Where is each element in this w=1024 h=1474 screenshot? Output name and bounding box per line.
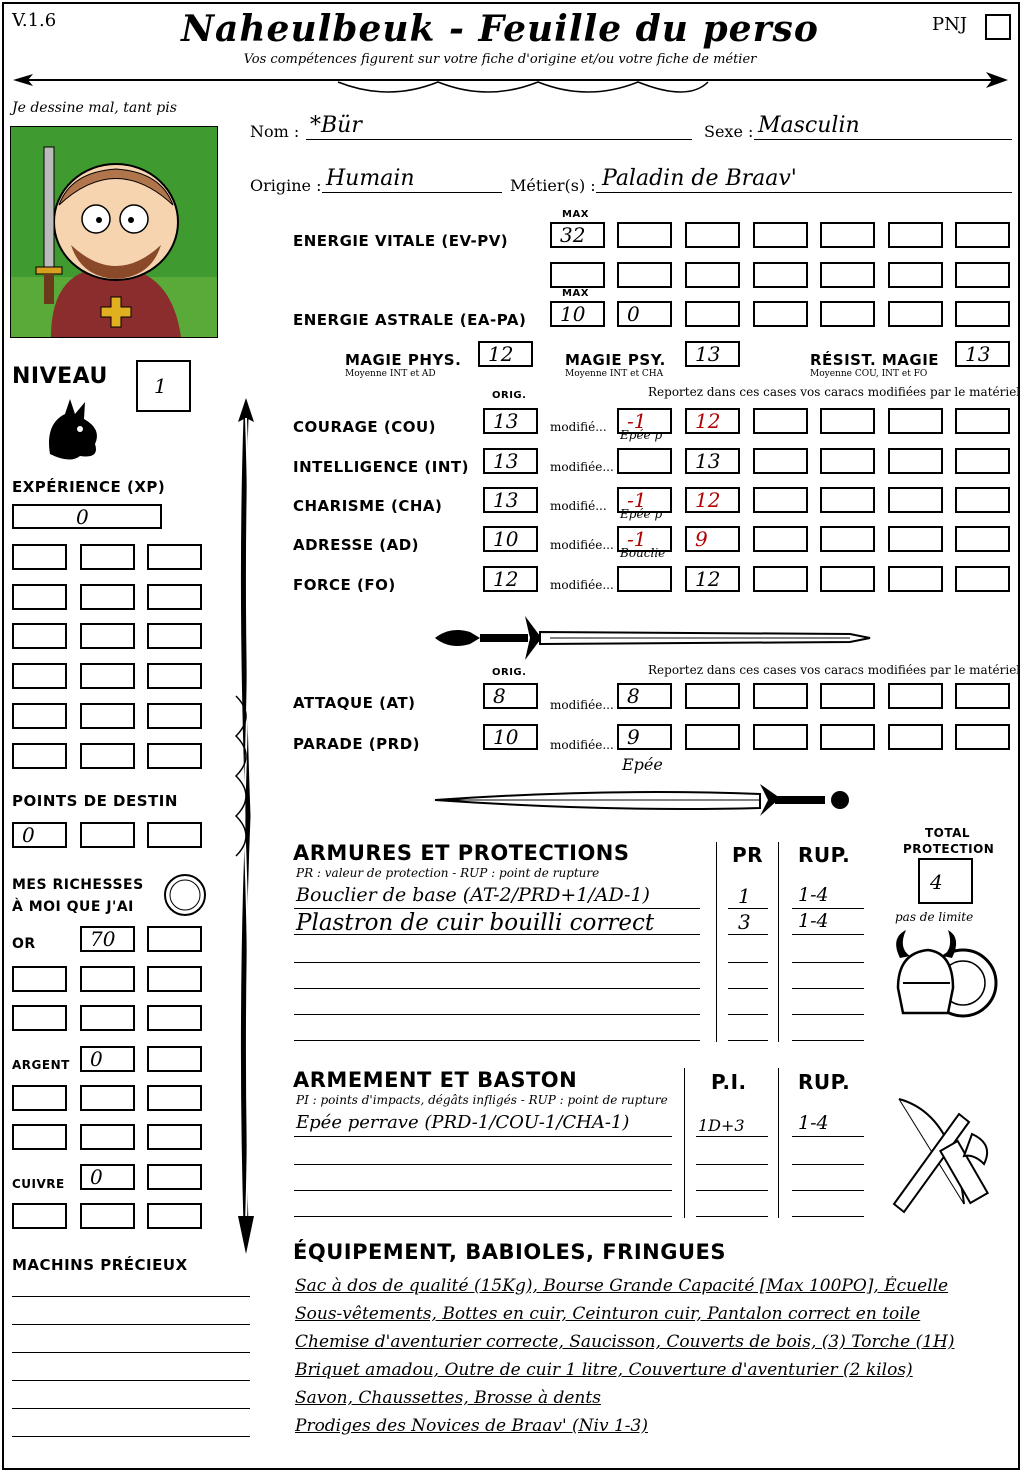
prd-box[interactable] — [685, 724, 740, 750]
richesses-label: À MOI QUE J'AI — [12, 899, 134, 915]
armor-divider — [716, 842, 717, 1042]
magie-phys-value: 12 — [488, 342, 514, 366]
ev-box[interactable] — [685, 222, 740, 248]
stat-box[interactable] — [888, 448, 943, 474]
nom-value: *Bür — [310, 113, 362, 138]
dragon-icon — [40, 394, 106, 464]
armor-pr-line[interactable] — [728, 908, 768, 909]
total-label: PROTECTION — [903, 842, 995, 856]
armor-rup-line[interactable] — [792, 934, 864, 935]
prd-note: Epée — [622, 755, 663, 774]
cuivre-label: CUIVRE — [12, 1177, 65, 1191]
armor-rup-line[interactable] — [792, 988, 864, 989]
xp-box[interactable] — [80, 584, 135, 610]
stat-final-value: 12 — [695, 488, 721, 512]
sexe-value: Masculin — [758, 113, 860, 138]
stat-orig-box[interactable] — [483, 526, 538, 552]
weapons-sub: PI : points d'impacts, dégâts infligés - RUP : point de rupture — [296, 1093, 668, 1107]
xp-box[interactable] — [80, 663, 135, 689]
or-box[interactable] — [147, 966, 202, 992]
ea-max-label: MAX — [562, 288, 589, 299]
stat-final-box[interactable] — [685, 448, 740, 474]
stat-final-value: 12 — [695, 409, 721, 433]
argent-box[interactable] — [80, 1085, 135, 1111]
prd-final-box[interactable] — [617, 724, 672, 750]
stat-orig-value: 13 — [493, 488, 519, 512]
equipment-line[interactable]: Prodiges des Novices de Braav' (Niv 1-3) — [295, 1416, 648, 1436]
xp-box[interactable] — [147, 584, 202, 610]
cuivre-value: 0 — [90, 1165, 103, 1189]
stat-final-box[interactable] — [685, 408, 740, 434]
prd-orig-value: 10 — [493, 725, 519, 749]
machins-line[interactable] — [12, 1436, 250, 1437]
weapon-pi-value: 1D+3 — [698, 1116, 745, 1135]
stat-box[interactable] — [753, 487, 808, 513]
stat-final-value: 12 — [695, 567, 721, 591]
prd-final-value: 9 — [627, 725, 640, 749]
metier-field[interactable] — [596, 166, 1012, 193]
metier-label: Métier(s) : — [510, 176, 596, 195]
ev-box[interactable] — [685, 262, 740, 288]
ev-box[interactable] — [753, 222, 808, 248]
ev-box[interactable] — [955, 222, 1010, 248]
armor-name: Plastron de cuir bouilli correct — [296, 910, 655, 936]
armor-sub: PR : valeur de protection - RUP : point de rupture — [296, 866, 600, 880]
origine-value: Humain — [326, 166, 415, 191]
armor-rup-label: RUP. — [798, 843, 851, 867]
stat-modif-label: modifiée... — [550, 538, 614, 552]
armor-rup-value: 1-4 — [798, 910, 829, 932]
prd-box[interactable] — [820, 724, 875, 750]
destin-label: POINTS DE DESTIN — [12, 792, 178, 810]
stat-label: ADRESSE (AD) — [293, 536, 420, 554]
stat-modif-label: modifié... — [550, 499, 607, 513]
armor-line[interactable] — [294, 1040, 700, 1041]
stat-final-box[interactable] — [685, 566, 740, 592]
at-box[interactable] — [888, 683, 943, 709]
sexe-field[interactable] — [754, 113, 1012, 140]
stat-box[interactable] — [888, 566, 943, 592]
armor-pr-label: PR — [732, 843, 764, 867]
portrait-image — [10, 126, 218, 338]
coin-icon — [162, 872, 208, 918]
stat-mod-note: Epée p — [620, 507, 663, 521]
weapon-pi-line[interactable] — [696, 1136, 768, 1137]
resist-magie-value: 13 — [965, 342, 991, 366]
machins-line[interactable] — [12, 1408, 250, 1409]
stat-modif-label: modifiée... — [550, 460, 614, 474]
xp-box[interactable] — [12, 623, 67, 649]
resist-magie-box[interactable] — [955, 341, 1010, 367]
equipment-title: ÉQUIPEMENT, BABIOLES, FRINGUES — [293, 1240, 726, 1264]
equipment-line[interactable]: Chemise d'aventurier correcte, Saucisson, Couverts de bois, (3) Torche (1H) — [295, 1332, 955, 1352]
weapon-line[interactable] — [294, 1216, 672, 1217]
weapon-line[interactable] — [294, 1190, 672, 1191]
weapon-rup-line[interactable] — [792, 1164, 864, 1165]
xp-box[interactable] — [12, 743, 67, 769]
ev-box[interactable] — [955, 262, 1010, 288]
magie-phys-label: MAGIE PHYS. — [345, 351, 462, 369]
stat-box[interactable] — [753, 408, 808, 434]
stat-final-box[interactable] — [685, 526, 740, 552]
argent-value: 0 — [90, 1047, 103, 1071]
stat-box[interactable] — [888, 487, 943, 513]
stat-mod-value: -1 — [627, 527, 647, 551]
destin-value: 0 — [22, 823, 35, 847]
sheet-subtitle: Vos compétences figurent sur votre fiche d'origine et/ou votre fiche de métier — [243, 52, 757, 67]
armor-rup-line[interactable] — [792, 1014, 864, 1015]
ea-box[interactable] — [955, 301, 1010, 327]
stat-box[interactable] — [820, 526, 875, 552]
equipment-line[interactable]: Sac à dos de qualité (15Kg), Bourse Grande Capacité [Max 100PO], Écuelle — [295, 1276, 949, 1296]
ev-box[interactable] — [820, 262, 875, 288]
ea-box[interactable] — [753, 301, 808, 327]
prd-box[interactable] — [955, 724, 1010, 750]
or-value: 70 — [90, 927, 116, 951]
stat-orig-value: 13 — [493, 409, 519, 433]
ev-max-box[interactable] — [550, 222, 605, 248]
cuivre-box[interactable] — [80, 1164, 135, 1190]
armor-line[interactable] — [294, 988, 700, 989]
stat-box[interactable] — [820, 408, 875, 434]
stat-mod-value: -1 — [627, 488, 647, 512]
combat-orig-label: ORIG. — [492, 667, 527, 678]
at-final-box[interactable] — [617, 683, 672, 709]
magie-psy-box[interactable] — [685, 341, 740, 367]
stat-mod-box[interactable] — [617, 566, 672, 592]
sword-icon — [430, 778, 875, 828]
weapon-line[interactable] — [294, 1136, 672, 1137]
weapon-rup-line[interactable] — [792, 1136, 864, 1137]
stat-box[interactable] — [820, 487, 875, 513]
report-note: Reportez dans ces cases vos caracs modifiées par le matériel — [648, 385, 1021, 399]
armor-pr-value: 1 — [738, 884, 751, 908]
stat-mod-box[interactable] — [617, 448, 672, 474]
prd-box[interactable] — [888, 724, 943, 750]
xp-box[interactable] — [12, 703, 67, 729]
nom-field[interactable] — [306, 113, 692, 140]
weapon-rup-line[interactable] — [792, 1216, 864, 1217]
magie-psy-sub: Moyenne INT et CHA — [565, 369, 664, 379]
ev-box[interactable] — [820, 222, 875, 248]
argent-box[interactable] — [80, 1124, 135, 1150]
at-box[interactable] — [820, 683, 875, 709]
stat-orig-box[interactable] — [483, 448, 538, 474]
armor-pr-line[interactable] — [728, 962, 768, 963]
xp-box[interactable] — [12, 584, 67, 610]
stat-box[interactable] — [753, 566, 808, 592]
at-box[interactable] — [753, 683, 808, 709]
sexe-label: Sexe : — [704, 122, 754, 141]
sheet-title: Naheulbeuk - Feuille du perso — [181, 8, 819, 50]
resist-magie-sub: Moyenne COU, INT et FO — [810, 369, 928, 379]
character-portrait-icon — [11, 127, 217, 337]
armor-line[interactable] — [294, 908, 700, 909]
argent-box[interactable] — [147, 1124, 202, 1150]
ev-box[interactable] — [617, 262, 672, 288]
magie-psy-label: MAGIE PSY. — [565, 351, 666, 369]
stat-box[interactable] — [955, 448, 1010, 474]
pnj-checkbox[interactable] — [985, 14, 1011, 40]
stat-box[interactable] — [820, 566, 875, 592]
stat-orig-value: 10 — [493, 527, 519, 551]
ea-max-box[interactable] — [550, 301, 605, 327]
origine-field[interactable] — [322, 166, 502, 193]
destin-box[interactable] — [147, 822, 202, 848]
resist-magie-label: RÉSIST. MAGIE — [810, 351, 940, 369]
at-box[interactable] — [685, 683, 740, 709]
ev-box[interactable] — [617, 222, 672, 248]
armor-rup-value: 1-4 — [798, 884, 829, 906]
weapons-divider — [778, 1068, 779, 1218]
ea-current-box[interactable] — [617, 301, 672, 327]
stat-orig-box[interactable] — [483, 408, 538, 434]
stat-box[interactable] — [820, 448, 875, 474]
at-final-value: 8 — [627, 684, 640, 708]
weapons-title: ARMEMENT ET BASTON — [293, 1068, 578, 1092]
armor-pr-line[interactable] — [728, 1014, 768, 1015]
ea-max-value: 10 — [560, 302, 586, 326]
armor-pr-line[interactable] — [728, 988, 768, 989]
stat-box[interactable] — [888, 526, 943, 552]
armor-rup-line[interactable] — [792, 1040, 864, 1041]
cuivre-box[interactable] — [80, 1203, 135, 1229]
limit-note: pas de limite — [895, 910, 974, 924]
ev-label: ENERGIE VITALE (EV-PV) — [293, 232, 509, 250]
armor-pr-line[interactable] — [728, 934, 768, 935]
machins-line[interactable] — [12, 1352, 250, 1353]
equipment-line[interactable]: Briquet amadou, Outre de cuir 1 litre, Couverture d'aventurier (2 kilos) — [295, 1360, 913, 1380]
stat-orig-box[interactable] — [483, 566, 538, 592]
total-protection-value: 4 — [930, 870, 943, 894]
equipment-line[interactable]: Savon, Chaussettes, Brosse à dents — [295, 1388, 601, 1408]
nom-label: Nom : — [250, 122, 300, 141]
ev-box[interactable] — [888, 262, 943, 288]
at-box[interactable] — [955, 683, 1010, 709]
xp-box[interactable] — [80, 743, 135, 769]
stat-orig-box[interactable] — [483, 487, 538, 513]
or-box[interactable] — [80, 966, 135, 992]
stat-label: CHARISME (CHA) — [293, 497, 443, 515]
cuivre-box[interactable] — [147, 1203, 202, 1229]
or-box[interactable] — [12, 1005, 67, 1031]
orig-label: ORIG. — [492, 390, 527, 401]
ev-box[interactable] — [550, 262, 605, 288]
weapons-divider — [684, 1068, 685, 1218]
stat-final-box[interactable] — [685, 487, 740, 513]
argent-label: ARGENT — [12, 1058, 70, 1072]
at-label: ATTAQUE (AT) — [293, 694, 416, 712]
xp-label: EXPÉRIENCE (XP) — [12, 478, 166, 496]
richesses-label: MES RICHESSES — [12, 877, 144, 893]
version-label: V.1.6 — [12, 10, 57, 31]
niveau-box[interactable] — [136, 360, 191, 412]
xp-box[interactable] — [147, 743, 202, 769]
argent-box[interactable] — [12, 1085, 67, 1111]
xp-value: 0 — [76, 505, 89, 529]
armor-line[interactable] — [294, 962, 700, 963]
xp-box[interactable] — [12, 663, 67, 689]
armor-pr-line[interactable] — [728, 1040, 768, 1041]
ev-box[interactable] — [888, 222, 943, 248]
stat-final-value: 13 — [695, 449, 721, 473]
prd-modif-label: modifiée... — [550, 738, 614, 752]
armor-divider — [778, 842, 779, 1042]
armor-title: ARMURES ET PROTECTIONS — [293, 841, 630, 865]
argent-box[interactable] — [12, 1124, 67, 1150]
stat-mod-value: -1 — [627, 409, 647, 433]
stat-label: FORCE (FO) — [293, 576, 396, 594]
magie-phys-sub: Moyenne INT et AD — [345, 369, 436, 379]
total-label: TOTAL — [925, 826, 971, 840]
ea-label: ENERGIE ASTRALE (EA-PA) — [293, 311, 527, 329]
stat-label: INTELLIGENCE (INT) — [293, 458, 469, 476]
prd-orig-box[interactable] — [483, 724, 538, 750]
argent-box[interactable] — [147, 1046, 202, 1072]
total-protection-box[interactable] — [918, 858, 973, 904]
destin-box[interactable] — [80, 822, 135, 848]
argent-box[interactable] — [80, 1046, 135, 1072]
xp-box[interactable] — [12, 544, 67, 570]
xp-box[interactable] — [80, 703, 135, 729]
stat-modif-label: modifié... — [550, 420, 607, 434]
sword-icon — [430, 612, 875, 662]
weapon-pi-line[interactable] — [696, 1190, 768, 1191]
armor-rup-line[interactable] — [792, 962, 864, 963]
armor-name: Bouclier de base (AT-2/PRD+1/AD-1) — [296, 884, 650, 906]
weapon-pi-line[interactable] — [696, 1164, 768, 1165]
stat-box[interactable] — [888, 408, 943, 434]
armor-pr-value: 3 — [738, 910, 751, 934]
or-box[interactable] — [80, 1005, 135, 1031]
prd-label: PARADE (PRD) — [293, 735, 421, 753]
or-box[interactable] — [147, 926, 202, 952]
portrait-caption: Je dessine mal, tant pis — [12, 100, 177, 116]
machins-line[interactable] — [12, 1324, 250, 1325]
machins-label: MACHINS PRÉCIEUX — [12, 1256, 188, 1274]
or-box[interactable] — [80, 926, 135, 952]
magie-phys-box[interactable] — [478, 341, 533, 367]
weapons-icon — [884, 1094, 1004, 1218]
stat-box[interactable] — [753, 448, 808, 474]
ea-current-value: 0 — [627, 302, 640, 326]
xp-box[interactable] — [147, 663, 202, 689]
pnj-label: PNJ — [932, 14, 968, 35]
magie-psy-value: 13 — [695, 342, 721, 366]
origine-label: Origine : — [250, 176, 322, 195]
ev-max-label: MAX — [562, 209, 589, 220]
xp-box[interactable] — [147, 544, 202, 570]
stat-orig-value: 13 — [493, 449, 519, 473]
destin-box[interactable] — [12, 822, 67, 848]
weapon-rup-line[interactable] — [792, 1190, 864, 1191]
niveau-label: NIVEAU — [12, 364, 108, 389]
niveau-value: 1 — [154, 374, 167, 398]
cuivre-box[interactable] — [12, 1203, 67, 1229]
ev-max-value: 32 — [560, 223, 586, 247]
machins-line[interactable] — [12, 1380, 250, 1381]
xp-box[interactable] — [147, 703, 202, 729]
helmet-shield-icon — [888, 928, 1000, 1028]
cuivre-box[interactable] — [147, 1164, 202, 1190]
ea-box[interactable] — [685, 301, 740, 327]
or-box[interactable] — [147, 1005, 202, 1031]
stat-label: COURAGE (COU) — [293, 418, 437, 436]
xp-box[interactable] — [80, 623, 135, 649]
stat-box[interactable] — [955, 566, 1010, 592]
stat-mod-note: Epée p — [620, 428, 663, 442]
weapon-name: Epée perrave (PRD-1/COU-1/CHA-1) — [296, 1112, 630, 1133]
ea-box[interactable] — [888, 301, 943, 327]
weapon-pi-line[interactable] — [696, 1216, 768, 1217]
stat-box[interactable] — [955, 487, 1010, 513]
xp-box[interactable] — [147, 623, 202, 649]
weapons-pi-label: P.I. — [711, 1070, 747, 1094]
at-orig-box[interactable] — [483, 683, 538, 709]
or-label: OR — [12, 936, 36, 952]
weapons-rup-label: RUP. — [798, 1070, 851, 1094]
machins-line[interactable] — [12, 1296, 250, 1297]
weapon-line[interactable] — [294, 1164, 672, 1165]
armor-line[interactable] — [294, 1014, 700, 1015]
xp-box[interactable] — [12, 504, 162, 529]
stat-orig-value: 12 — [493, 567, 519, 591]
stat-box[interactable] — [955, 408, 1010, 434]
stat-final-value: 9 — [695, 527, 708, 551]
metier-value: Paladin de Braav' — [602, 166, 797, 191]
stat-mod-note: Bouclie — [620, 546, 666, 560]
at-orig-value: 8 — [493, 684, 506, 708]
staff-icon — [226, 396, 266, 1256]
stat-box[interactable] — [955, 526, 1010, 552]
stat-modif-label: modifiée... — [550, 578, 614, 592]
armor-rup-line[interactable] — [792, 908, 864, 909]
equipment-line[interactable]: Sous-vêtements, Bottes en cuir, Ceinturon cuir, Pantalon correct en toile — [295, 1304, 921, 1324]
ea-box[interactable] — [820, 301, 875, 327]
weapon-rup-value: 1-4 — [798, 1112, 829, 1134]
at-modif-label: modifiée... — [550, 698, 614, 712]
stat-box[interactable] — [753, 526, 808, 552]
prd-box[interactable] — [753, 724, 808, 750]
argent-box[interactable] — [147, 1085, 202, 1111]
or-box[interactable] — [12, 966, 67, 992]
ev-box[interactable] — [753, 262, 808, 288]
combat-report-note: Reportez dans ces cases vos caracs modifiées par le matériel — [648, 663, 1021, 677]
xp-box[interactable] — [80, 544, 135, 570]
